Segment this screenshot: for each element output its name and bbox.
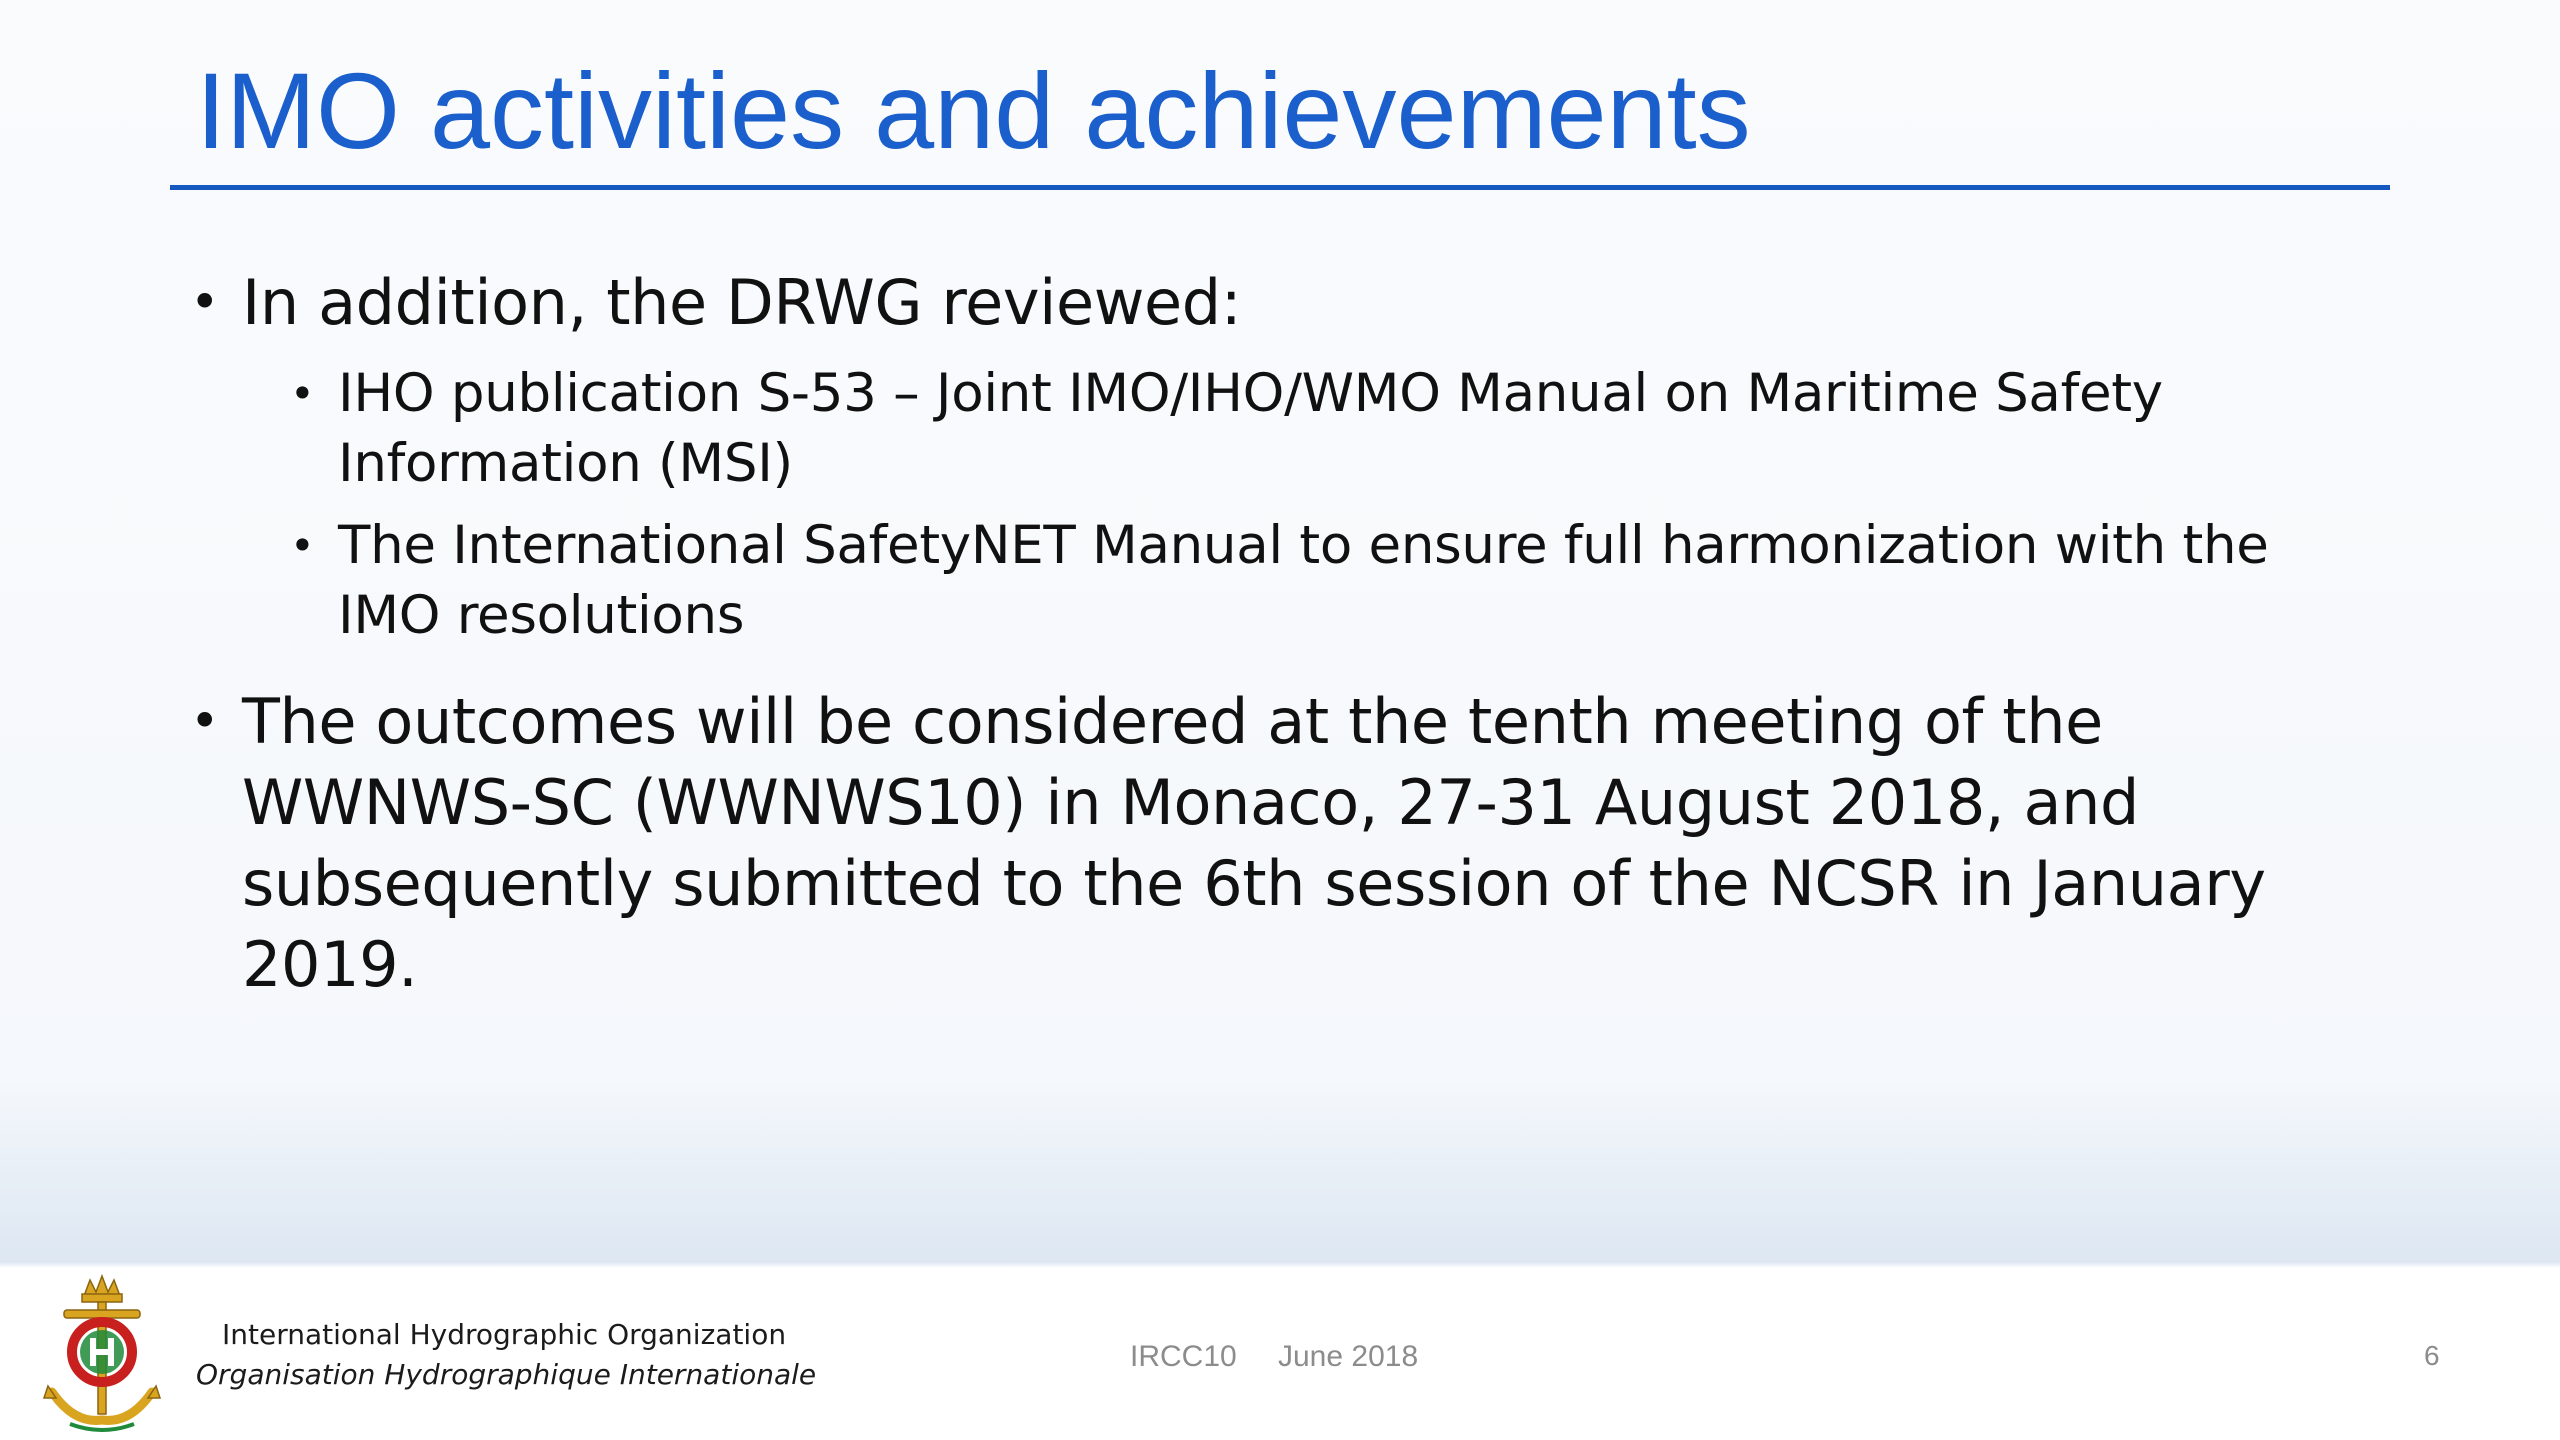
footer-meeting: IRCC10	[1130, 1340, 1237, 1373]
bullet-text: The outcomes will be considered at the tenth meeting of the WWNWS-SC (WWNWS10) in Monaco, 27-31 August 2018, and subsequently submitted to the 6th session of the NCSR in January 2019.	[242, 685, 2266, 1001]
slide-title: IMO activities and achievements	[196, 50, 1751, 171]
bullet-icon: •	[190, 273, 220, 331]
footer-date: June 2018	[1278, 1340, 1419, 1373]
sub-bullet-text: The International SafetyNET Manual to ensure full harmonization with the IMO resolutions	[338, 515, 2269, 646]
bullet-text: In addition, the DRWG reviewed:	[242, 266, 1242, 339]
bullet-icon: •	[290, 369, 315, 418]
org-name-french: Organisation Hydrographique Internationale	[196, 1358, 817, 1391]
slide-body	[190, 262, 2310, 1005]
bullet-item	[190, 681, 2310, 1005]
page-number: 6	[2424, 1340, 2440, 1371]
sub-bullet-item	[290, 359, 2310, 499]
title-divider	[170, 185, 2390, 190]
iho-emblem-icon	[34, 1274, 170, 1434]
bullet-icon: •	[290, 521, 315, 570]
sub-bullet-text: IHO publication S-53 – Joint IMO/IHO/WMO Manual on Maritime Safety Information (MSI)	[338, 363, 2163, 494]
bullet-icon: •	[190, 692, 220, 750]
bullet-item	[190, 262, 2310, 343]
org-name-english: International Hydrographic Organization	[222, 1318, 787, 1351]
sub-bullet-item	[290, 511, 2310, 651]
